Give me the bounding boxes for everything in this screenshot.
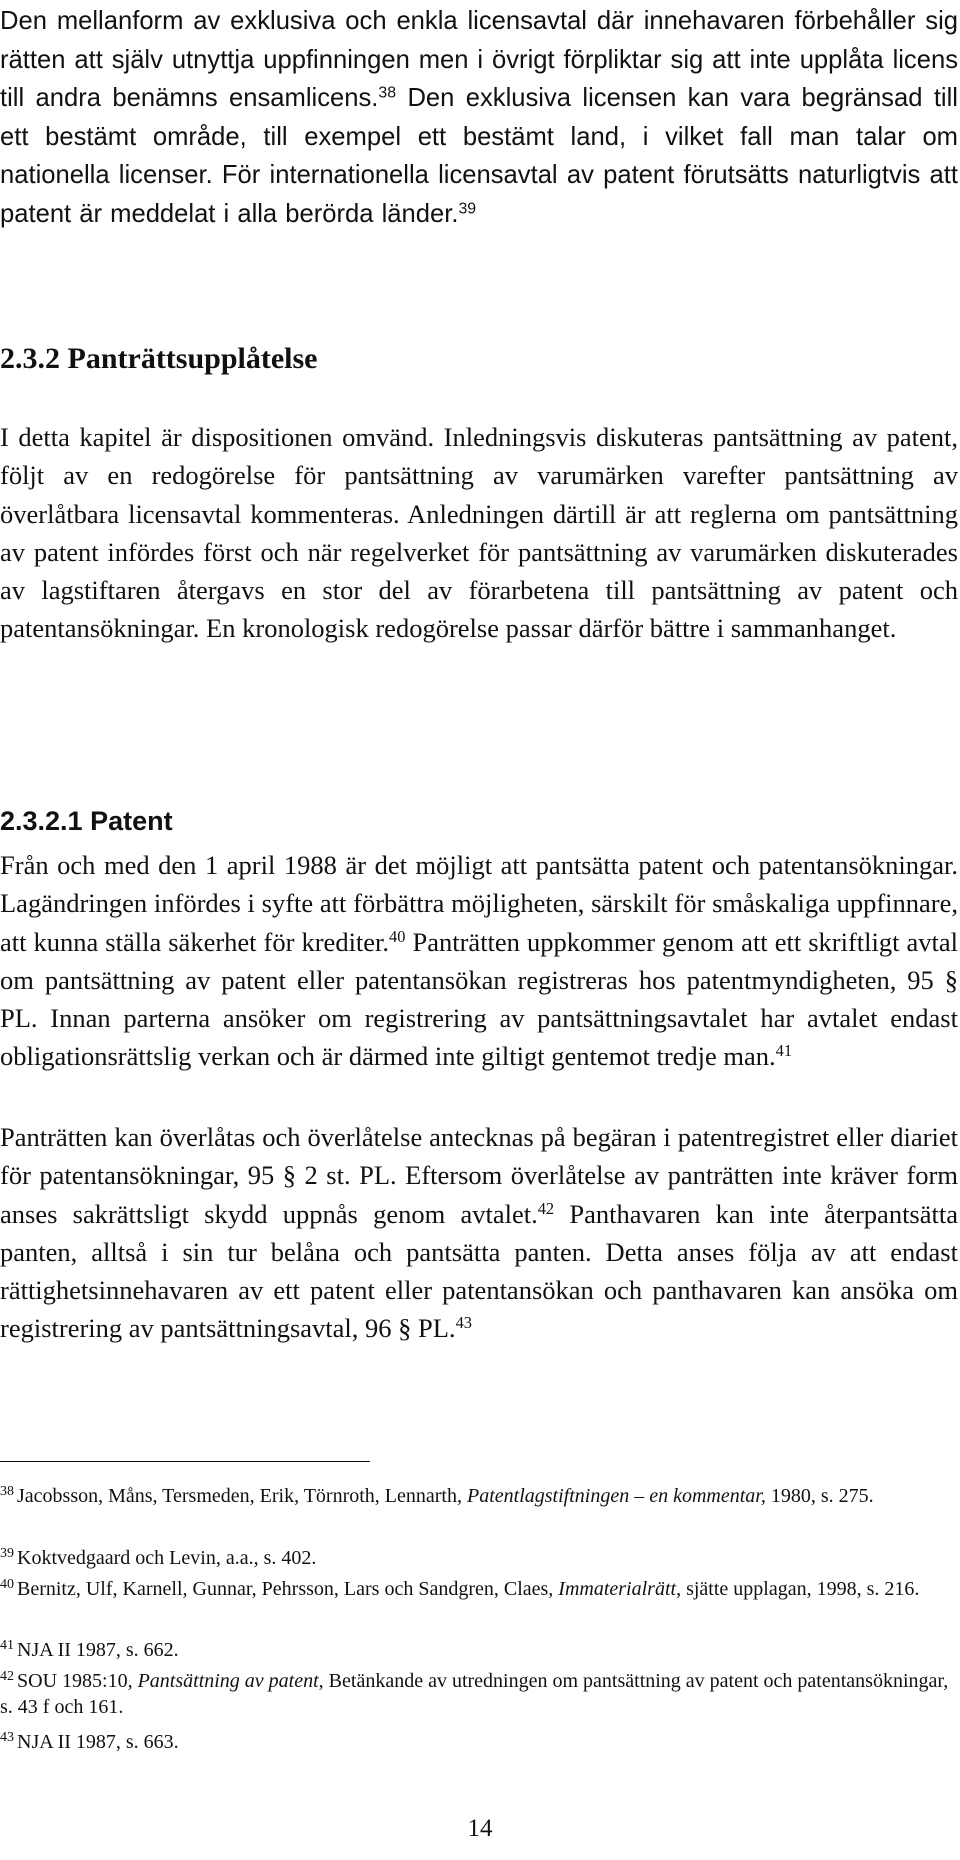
section-heading-2-3-2-1: 2.3.2.1 Patent [0,806,173,836]
footnote-ref-41[interactable]: 41 [775,1041,793,1061]
paragraph-disposition: I detta kapitel är dispositionen omvänd. Inledningsvis diskuteras pantsättning av patent, följt av en redogörelse för pantsättning av varumärken varefter pantsättning av överlåtbara licensavtal kommenteras. Anledningen därtill är att reglerna om pantsättning av patent infördes först och när regelverket för pantsättning av varumärken diskuterades av lagstiftaren återgavs en stor del av förarbetena till pantsättning av patent och patentansökningar. En kronologisk redogörelse passar därför bättre i sammanhanget. [0,422,958,644]
text: Panträtten uppkommer genom att ett skriftligt avtal om pantsättning av patent eller patentansökan registreras hos patentmyndigheten, 95 § PL. Innan parterna ansöker om registrering av pantsättningsavtalet har avtalet endast obligationsrättslig verkan och är därmed inte giltigt gentemot tredje man. [0,926,959,1072]
footnote-number: 40 [0,1577,14,1592]
footnote-38: $^{38}$ Jacobsson, Måns, Tersmeden, Erik, Törnroth, Lennarth, Patentlagstiftningen – en kommentar, 1980, s. 275. [0,1484,874,1507]
footnote-title: Immaterialrätt [558,1578,677,1600]
footnote-39: $^{39}$ Koktvedgaard och Levin, a.a., s. 402. [0,1546,317,1569]
footnote-divider [0,1461,370,1462]
paragraph-pledge-transfer [0,1118,958,1348]
footnote-42: $^{42}$ SOU 1985:10, Pantsättning av patent, Betänkande av utredningen om pantsättning av patent och patentansökningar, s. 43 f och 161. [0,1669,949,1718]
footnote-ref-39[interactable]: 39 [458,199,477,217]
text: Den mellanform av exklusiva och enkla licensavtal där innehavaren förbehåller sig rätten att själv utnyttja uppfinningen men i övrigt förpliktar sig att inte upplåta licens till andra benämns ensamlicens. [0,7,958,112]
footnote-ref-43[interactable]: 43 [455,1313,472,1333]
footnote-number: 43 [0,1730,14,1745]
footnote-ref-38[interactable]: 38 [378,84,397,102]
footnote-title: Pantsättning av patent [137,1670,319,1692]
footnote-41: $^{41}$ NJA II 1987, s. 662. [0,1638,179,1661]
text: Panträtten kan överlåtas och överlåtelse antecknas på begäran i patentregistret eller diariet för patentansökningar, 95 § 2 st. PL. Eftersom överlåtelse av panträtten inte kräver form anses sakrättsligt skydd uppnås genom avtalet. [0,1122,958,1229]
footnote-43: $^{43}$ NJA II 1987, s. 663. [0,1730,179,1753]
footnote-number: 41 [0,1638,14,1653]
footnote-ref-40[interactable]: 40 [389,926,406,946]
footnote-number: 38 [0,1484,14,1499]
page-number: 14 [467,1815,493,1842]
footnote-number: 42 [0,1669,14,1684]
text: Från och med den 1 april 1988 är det möjligt att pantsätta patent och patentansökningar. Lagändringen infördes i syfte att förbättra möjligheten, särskilt för småskaliga uppfinnare, att kunna ställa säkerhet för krediter. [0,850,958,957]
section-heading-2-3-2: 2.3.2 Panträttsupplåtelse [0,342,318,375]
footnote-40: $^{40}$ Bernitz, Ulf, Karnell, Gunnar, Pehrsson, Lars och Sandgren, Claes, Immaterialrätt, sjätte upplagan, 1998, s. 216. [0,1577,920,1600]
paragraph-patent-pledge [0,846,958,1076]
text: Den exklusiva licensen kan vara begränsad till ett bestämt område, till exempel ett bestämt land, i vilket fall man talar om nationella licenser. För internationella licensavtal av patent förutsätts naturligtvis att patent är meddelat i alla berörda länder. [0,84,958,228]
paragraph-licensing [0,2,958,233]
footnote-number: 39 [0,1546,14,1561]
footnote-ref-42[interactable]: 42 [537,1198,555,1218]
text: Panthavaren kan inte återpantsätta panten, alltså i sin tur belåna och pantsätta panten. Detta anses följa av att endast rättighetsinnehavaren av ett patent eller patentansökan och panthavaren kan ansöka om registrering av pantsättningsavtal, 96 § PL. [0,1198,958,1344]
footnote-title: Patentlagstiftningen – en kommentar, [467,1485,766,1507]
